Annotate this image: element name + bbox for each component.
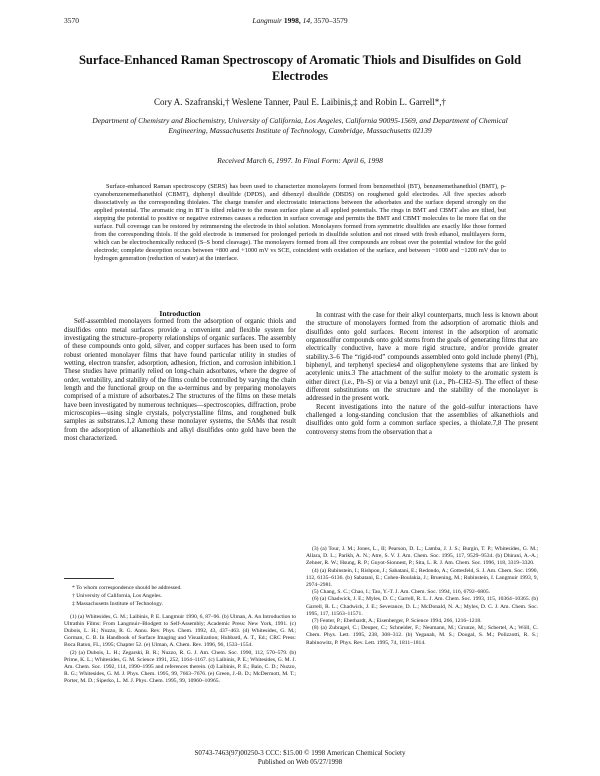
journal-pages: 3570–3579 <box>313 16 348 25</box>
footnotes <box>64 578 296 686</box>
published-date: Published on Web 05/27/1998 <box>257 758 343 766</box>
footnote-correspondence: * To whom correspondence should be addressed. <box>72 585 182 591</box>
reference-item: (2) (a) Dubois, L. H.; Zegarski, B. R.; Nuzzo, R. G. J. Am. Chem. Soc. 1990, 112, 570–579. (b) Prime, K. L.; Whitesides, G. M. Science 1991, 252, 1164–1167. (c) Laibinis, P. E.; Whitesides, G. M. J. Am. Chem. Soc. 1992, 114, 1990–1995 and references therein. (d) Laibinis, P. E.; Bain, C. D.; Nuzzo, R. G.; Whitesides, G. M. J. Phys. Chem. 1995, 99, 7663–7676. (e) Green, J.-B. D.; McDermott, M. T.; Porter, M. D.; Siperko, L. M. J. Phys. Chem. 1995, 99, 10960–10965. <box>64 649 296 685</box>
footnote-ucla: † University of California, Los Angeles. <box>72 593 162 600</box>
reference-item: (7) Fenter, P.; Eberhardt, A.; Eisenberger, P. Science 1994, 266, 1216–1218. <box>312 618 482 625</box>
footnote-rule <box>64 578 114 579</box>
body-paragraph: In contrast with the case for their alkyl counterparts, much less is known about the structure of monolayers formed from the adsorption of aromatic thiols and disulfides onto gold surfaces. Recent interest in the adsorption of aromatic organosulfur compounds onto gold stems from the goals of generating films that are electrically conductive, have a more rigid structure, and/or provide greater stability.3–6 The “rigid-rod” compounds assembled onto gold include phenyl (Ph), biphenyl, and terphenyl species4 and oligophenylene systems that are linked by acetylenic units.3 The attachment of the sulfur moiety to the aromatic system is either direct (i.e., Ph–S) or via a benzyl unit (i.e., Ph–CH2–S). The effect of these different substitutions on the structure and the stability of the monolayer is addressed in the present work. <box>306 312 538 403</box>
running-header <box>64 16 536 28</box>
reference-item: (5) Chang, S. C.; Chao, I.; Tao, Y.-T. J. Am. Chem. Soc. 1994, 116, 6792–6805. <box>312 589 491 596</box>
reference-item: (8) (a) Zubragel, C.; Deuper, C.; Schneider, F.; Neumann, M.; Grunze, M.; Schertel, A.; Wöll, C. Chem. Phys. Lett. 1995, 238, 308–312. (b) Yeganah, M. S.; Dougal, S. M.; Polizzotti, R. S.; Rabinowitz, P. Phys. Rev. Lett. 1995, 74, 1811–1814. <box>306 625 538 646</box>
author-list: Cory A. Szafranski,† Weslene Tanner, Paul E. Laibinis,‡ and Robin L. Garrell*,† <box>154 97 446 107</box>
footnote-mit: ‡ Massachusetts Institute of Technology. <box>72 601 163 608</box>
body-paragraph: Recent investigations into the nature of the gold–sulfur interactions have challenged a long-standing conclusion that the assemblies of alkanethiols and disulfides onto gold form a common surface species, a thiolate.7,8 The present controversy stems from the observation that a <box>306 403 538 436</box>
journal-year: 1998, <box>283 16 301 25</box>
doi-copyright: S0743-7463(97)00250-3 CCC: $15.00 © 1998 American Chemical Society <box>194 749 406 757</box>
journal-name: Langmuir <box>252 16 282 25</box>
section-heading-introduction: Introduction <box>159 309 201 318</box>
article-title: Surface-Enhanced Raman Spectroscopy of Aromatic Thiols and Disulfides on Gold Electrodes <box>78 53 522 83</box>
journal-citation <box>64 16 536 25</box>
left-column <box>64 310 296 444</box>
reference-item: (3) (a) Tour, J. M.; Jones, L., II; Pearson, D. L.; Lamba, J. J. S.; Burgin, T. P.; Whitesides, G. M.; Allara, D. L.; Parikh, A. N.; Atre, S. V. J. Am. Chem. Soc. 1995, 117, 9529–9534. (b) Dhirani, A.-A.; Zehner, R. W.; Hsung, R. P.; Guyot-Sionnest, P.; Sita, L. R. J. Am. Chem. Soc. 1996, 118, 3319–3320. <box>306 546 538 567</box>
intro-paragraph: Self-assembled monolayers formed from the adsorption of organic thiols and disulfides onto metal surfaces provide a convenient and flexible system for investigating the structure–property relationships of organic surfaces. The assembly of these compounds onto gold, silver, and copper surfaces has been used to form robust oriented monolayer films that have found particular utility in studies of wetting, electron transfer, adsorption, adhesion, friction, and corrosion inhibition.1 These studies have primarily relied on long-chain adsorbates, where the degree of order, wettability, and stability of the films could be controlled by varying the chain length and the functional group on the ω-terminus and by preparing monolayers comprised of a mixture of adsorbates.2 The structures of the films on these metals have been investigated by numerous techniques—spectroscopies, diffraction, probe microscopies—using single crystals, polycrystalline films, and roughened bulk samples as substrates.1,2 Among these monolayer systems, the SAMs that result from the adsorption of alkanethiols and alkyl disulfides onto gold have been the most characterized. <box>64 318 296 443</box>
page-number: 3570 <box>64 16 79 25</box>
publication-footer <box>0 749 600 767</box>
abstract: Surface-enhanced Raman spectroscopy (SERS) has been used to characterize monolayers formed from benzenethiol (BT), benzenemethanethiol (BMT), p-cyanobenzenemethanethiol (CBMT), diphenyl disulfide (DPDS), and dibenzyl disulfide (DBDS) on roughened gold electrodes. All five species adsorb dissociatively as the corresponding thiolates. The charge transfer and electrostatic interactions between the adsorbates and the surface depend strongly on the applied potential. The aromatic ring in BT is tilted relative to the mean surface plane at all applied potentials. The rings in BMT and CBMT also are tilted, but stepping the potential to positive or negative extremes causes a reduction in surface coverage and permits the BMT and CBMT molecules to lie more flat on the surface. Full coverage can be restored by reimmersing the electrode in thiol solution. Monolayers formed from symmetric disulfides are exactly like those formed from the corresponding thiols. If the gold electrode is immersed for prolonged periods in disulfide solution and not rinsed with fresh ethanol, multilayers form, which can be electrochemically reduced (S–S bond cleavage). The monolayers formed from all five compounds are robust over the potential window for the gold electrode; complete desorption occurs between +800 and +1000 mV vs SCE, coincident with oxidation of the surface, and between −1000 and −1200 mV due to hydrogen generation (reduction of water) at the interface. <box>94 183 506 263</box>
reference-item: (6) (a) Chadwick, J. E.; Myles, D. C.; Garrell, R. L. J. Am. Chem. Soc. 1993, 115, 10364–10365. (b) Garrell, R. L.; Chadwick, J. E.; Severance, D. L.; McDonald, N. A.; Myles, D. C. J. Am. Chem. Soc. 1995, 117, 11563–11571. <box>306 596 538 617</box>
journal-volume: 14, <box>302 16 312 25</box>
received-dates: Received March 6, 1997. In Final Form: April 6, 1998 <box>217 156 383 165</box>
reference-item: (4) (a) Rubinstein, I.; Rishpon, J.; Sabatani, E.; Redondo, A.; Gottesfeld, S. J. Am. Chem. Soc. 1990, 112, 6135–6136. (b) Sabatani, E.; Cohen-Boulakia, J.; Bruening, M.; Rubinstein, I. Langmuir 1993, 9, 2974–2981. <box>306 567 538 589</box>
references-left <box>64 614 296 686</box>
reference-item: (1) (a) Whitesides, G. M.; Laibinis, P. E. Langmuir 1990, 6, 87–96. (b) Ulman, A. An Introduction to Ultrathin Films: From Langmuir–Blodgett to Self-Assembly; Academic Press: New York, 1991. (c) Dubois, L. H.; Nuzzo, R. G. Annu. Rev. Phys. Chem. 1992, 43, 437–463. (d) Whitesides, G. M.; Gorman, C. B. In Handbook of Surface Imaging and Visualization; Hubbard, A. T., Ed.; CRC Press: Boca Raton, FL, 1995; Chapter 52. (e) Ulman, A. Chem. Rev. 1996, 96, 1533–1554. <box>64 613 296 649</box>
affiliation: Department of Chemistry and Biochemistry, University of California, Los Angeles, California 90095-1569, and Department of Chemical Engineering, Massachusetts Institute of Technology, Cambridge, Massachusetts 02139 <box>92 116 508 135</box>
right-column <box>306 312 538 437</box>
references-right <box>306 546 538 647</box>
